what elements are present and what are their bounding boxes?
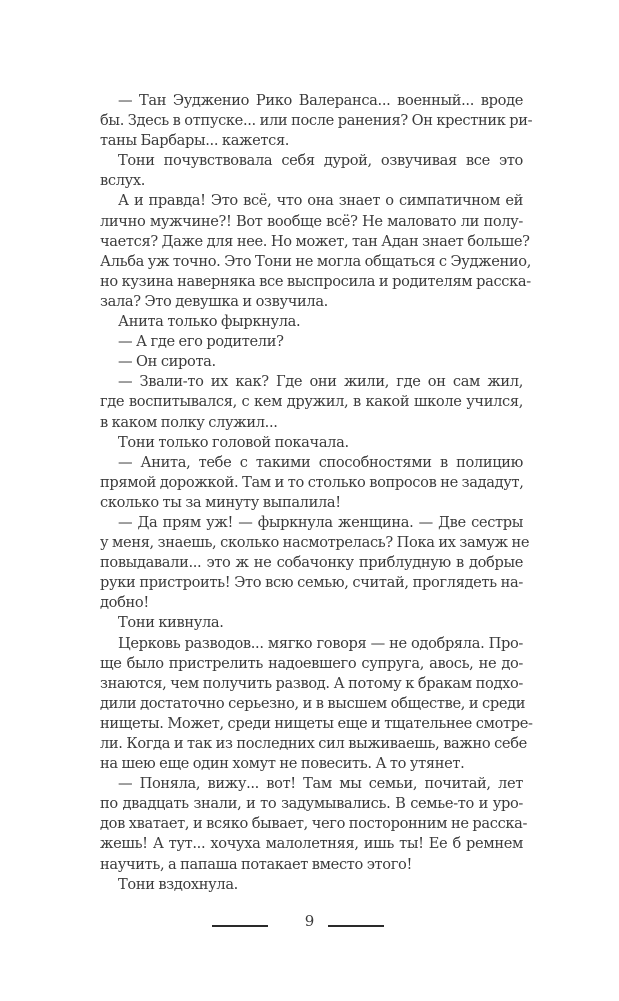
text-line: жешь! А тут... хочуха малолетняя, ишь ты! Ее б ремнем <box>100 835 523 853</box>
text-line: бы. Здесь в отпуске... или после ранения? Он крестник ри- <box>100 112 533 130</box>
text-line: ли. Когда и так из последних сил выживаешь, важно себе <box>100 735 527 752</box>
text-line: научить, а папаша потакает вместо этого! <box>100 855 412 873</box>
page-body-text <box>100 91 533 895</box>
text-line: А и правда! Это всё, что она знает о симпатичном ей <box>118 192 523 210</box>
text-line: — А где его родители? <box>118 333 284 351</box>
text-line: повыдавали... это ж не собачонку приблудную в добрые <box>100 554 523 572</box>
page-footer <box>0 912 619 936</box>
text-line: таны Барбары... кажется. <box>100 132 290 150</box>
footer-rule-right <box>328 925 384 927</box>
text-line: — Звали-то их как? Где они жили, где он сам жил, <box>118 373 523 391</box>
text-line: зала? Это девушка и озвучила. <box>100 292 328 310</box>
text-line: прямой дорожкой. Там и то столько вопросов не зададут, <box>100 473 524 491</box>
text-line: — Анита, тебе с такими способностями в полицию <box>118 453 523 471</box>
text-line: — Поняла, вижу... вот! Там мы семьи, почитай, лет <box>118 775 523 793</box>
page-number: 9 <box>304 912 315 930</box>
text-line: — Он сирота. <box>118 353 216 371</box>
text-line: знаются, чем получить развод. А потому к бракам подхо- <box>100 674 523 692</box>
text-line: Тони почувствовала себя дурой, озвучивая все это <box>118 152 523 170</box>
text-line: руки пристроить! Это всю семью, считай, проглядеть на- <box>100 574 523 592</box>
text-line: Тони вздохнула. <box>118 875 238 893</box>
text-line: Тони только головой покачала. <box>118 433 349 451</box>
text-line: добно! <box>100 594 149 612</box>
text-line: нищеты. Может, среди нищеты еще и тщательнее смотре- <box>100 714 533 732</box>
text-line: у меня, знаешь, сколько насмотрелась? Пока их замуж не <box>100 534 530 552</box>
text-line: лично мужчине?! Вот вообще всё? Не маловато ли полу- <box>100 212 523 230</box>
text-line: но кузина наверняка все выспросила и родителям расска- <box>100 272 531 290</box>
text-line: чается? Даже для нее. Но может, тан Адан знает больше? <box>100 232 530 250</box>
text-line: в каком полку служил... <box>100 413 278 431</box>
text-line: ще было пристрелить надоевшего супруга, авось, не до- <box>100 654 523 672</box>
text-line: Тони кивнула. <box>118 614 224 632</box>
text-line: вслух. <box>100 172 146 190</box>
text-line: по двадцать знали, и то задумывались. В семье-то и уро- <box>100 795 523 813</box>
text-line: где воспитывался, с кем дружил, в какой школе учился, <box>100 393 523 411</box>
text-line: — Да прям уж! — фыркнула женщина. — Две сестры <box>118 513 523 531</box>
text-line: Альба уж точно. Это Тони не могла общаться с Эудженио, <box>100 252 531 270</box>
text-line: Церковь разводов... мягко говоря — не одобряла. Про- <box>118 634 523 652</box>
text-line: на шею еще один хомут не повесить. А то утянет. <box>100 755 465 773</box>
text-line: Анита только фыркнула. <box>118 313 301 331</box>
text-line: дов хватает, и всяко бывает, чего посторонним не расска- <box>100 815 528 833</box>
text-line: — Тан Эудженио Рико Валеранса... военный... вроде <box>118 92 523 109</box>
text-line: дили достаточно серьезно, и в высшем обществе, и среди <box>100 694 526 712</box>
text-line: сколько ты за минуту выпалила! <box>100 493 341 511</box>
